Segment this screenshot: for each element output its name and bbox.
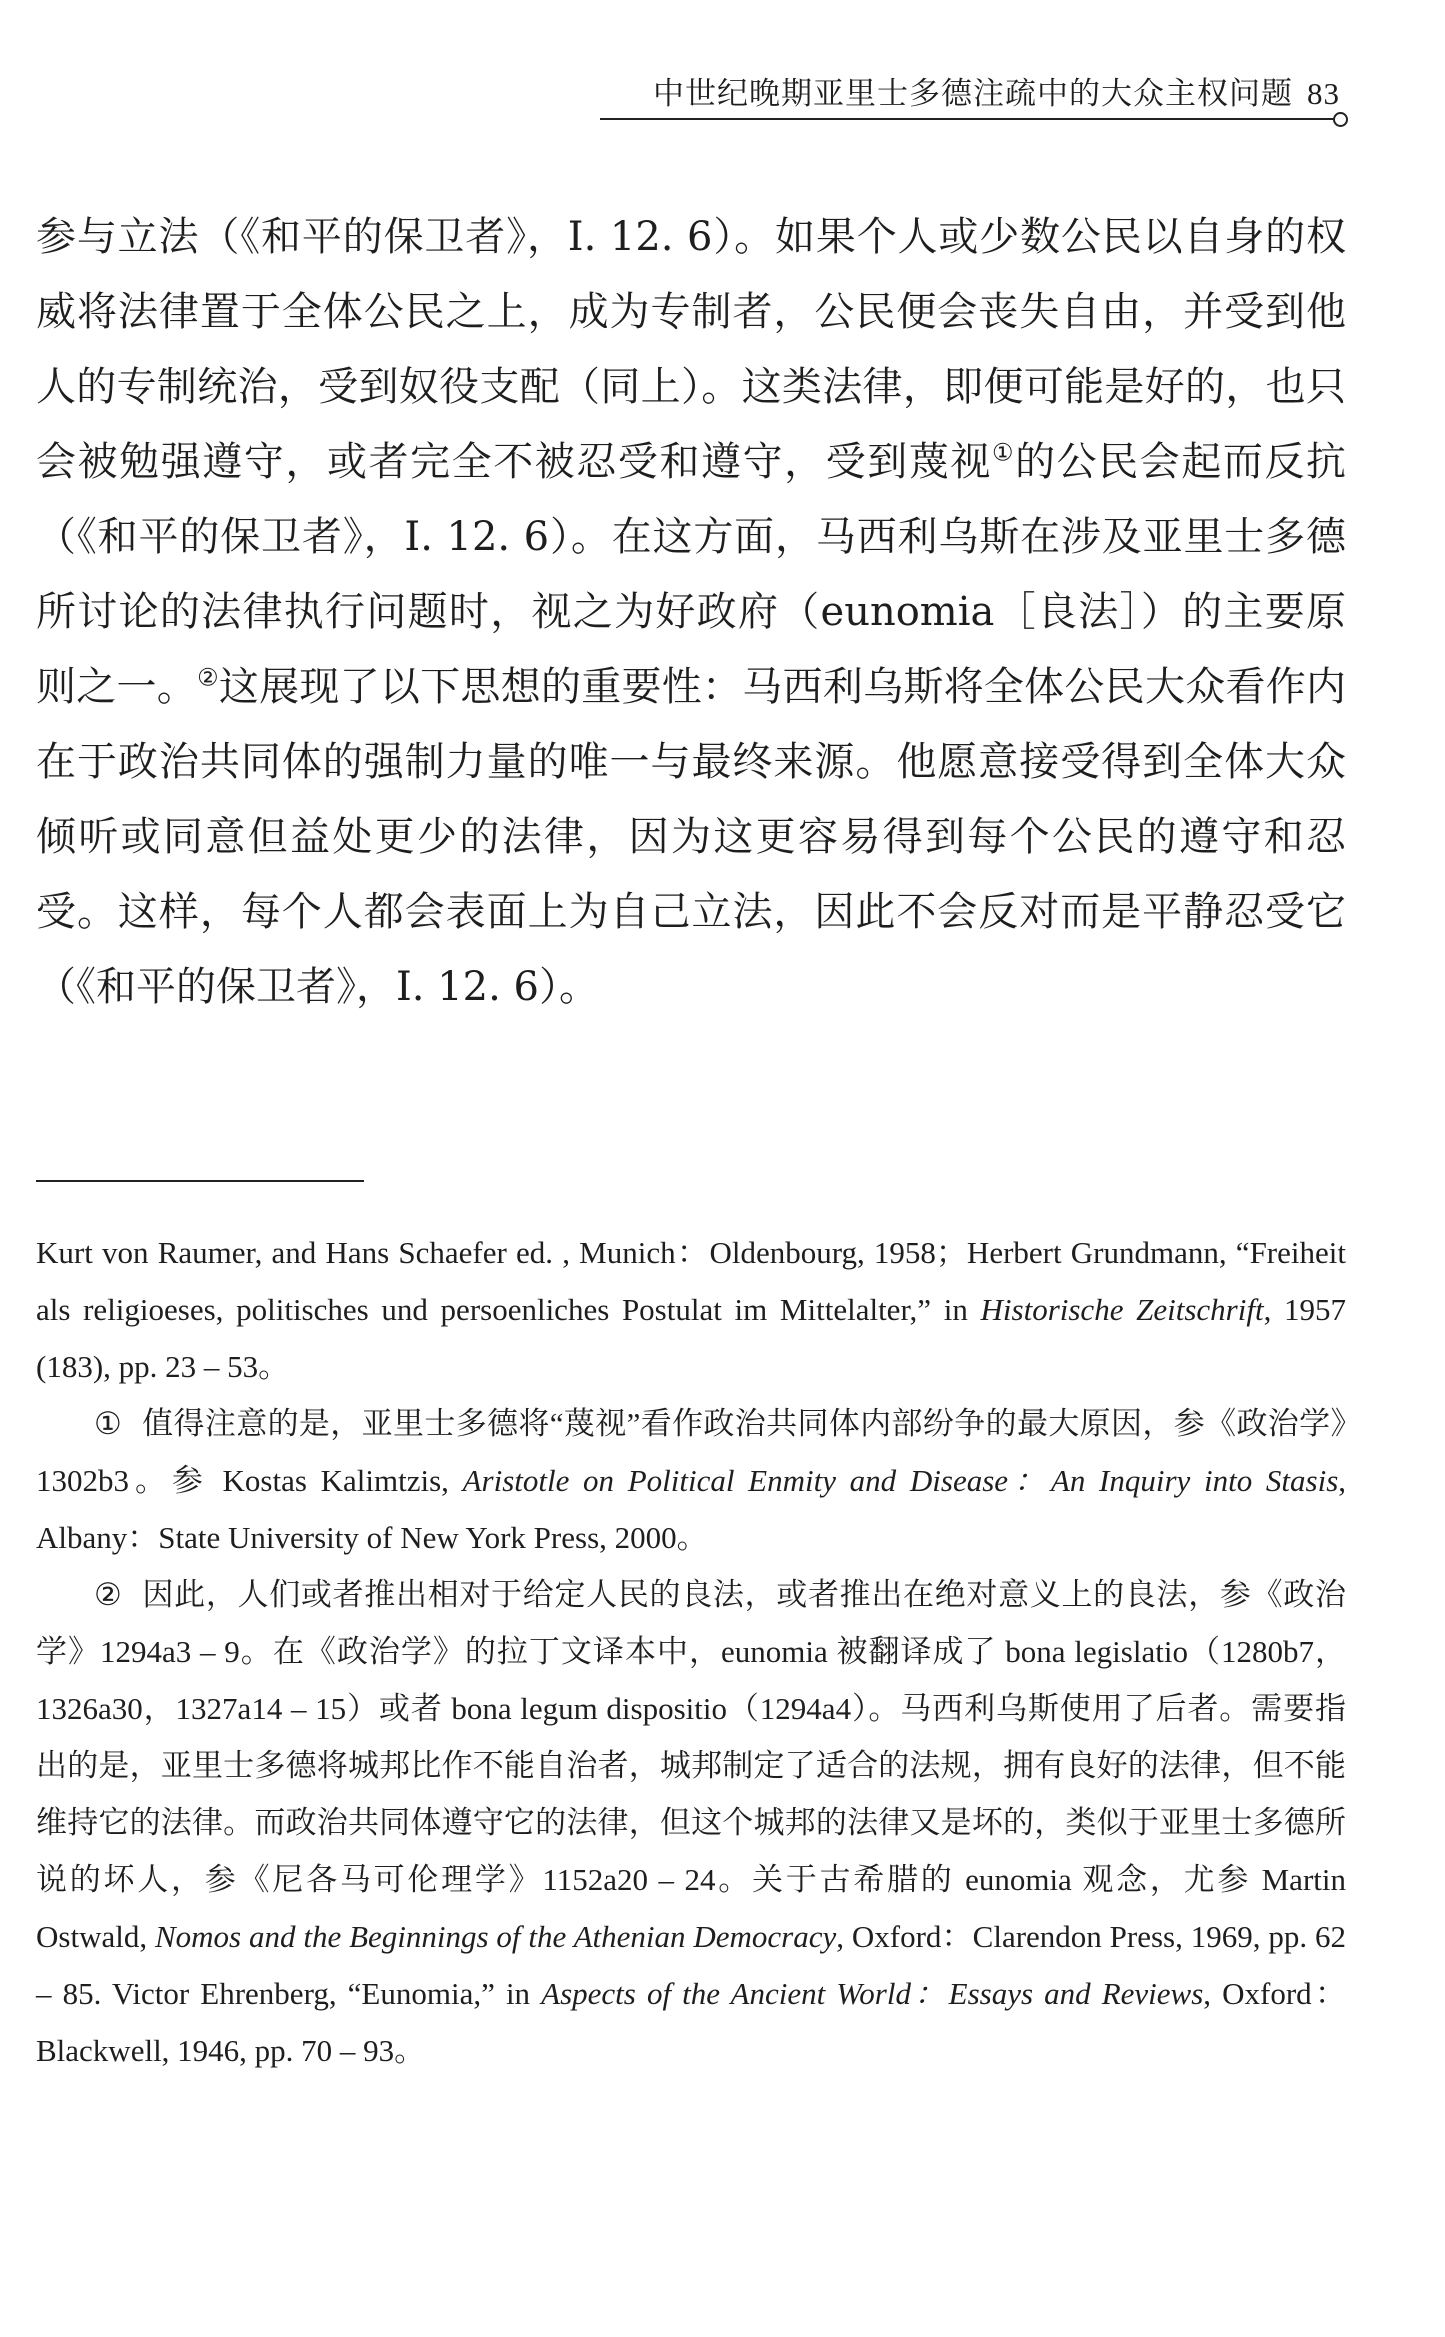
footnote-continuation [36, 1224, 1346, 1395]
footnote-separator [36, 1180, 364, 1182]
footnotes [36, 1224, 1346, 2079]
footnote-text: , Oxford：Clarendon Press, 1969, pp. 62 – 85. Victor Ehrenberg, “Eunomia,” in [36, 1919, 1346, 2011]
footnote-reference-1: ① [991, 438, 1016, 467]
footnote-1 [36, 1395, 1346, 1566]
footnote-text: Kurt von Raumer, and Hans Schaefer ed. , Munich：Oldenbourg, 1958；Herbert Grundmann, “Freiheit als religioeses, politisches und persoenliches Postulat im Mittelalter,” in [36, 1235, 1346, 1327]
journal-title: Historische Zeitschrift [980, 1292, 1264, 1327]
main-text [36, 200, 1346, 1025]
page-number: 83 [1307, 76, 1340, 111]
book-title: Aristotle on Political Enmity and Disease：An Inquiry into Stasis [462, 1463, 1339, 1498]
footnote-text: , Albany：State University of New York Press, 2000。 [36, 1463, 1347, 1555]
book-title: Nomos and the Beginnings of the Athenian Democracy [154, 1919, 837, 1954]
body-text-segment: 这展现了以下思想的重要性：马西利乌斯将全体公民大众看作内在于政治共同体的强制力量的唯一与最终来源。他愿意接受得到全体大众倾听或同意但益处更少的法律，因为这更容易得到每个公民的遵守和忍受。这样，每个人都会表面上为自己立法，因此不会反对而是平静忍受它（《和平的保卫者》，I. 12. 6）。 [36, 664, 1347, 1010]
footnote-text: , 1957 (183), pp. 23 – 53。 [36, 1292, 1347, 1384]
footnote-text: 因此，人们或者推出相对于给定人民的良法，或者推出在绝对意义上的良法，参《政治学》1294a3 – 9。在《政治学》的拉丁文译本中，eunomia 被翻译成了 bona legislatio（1280b7，1326a30，1327a14 – 15）或者 bona legum dispositio（1294a4）。马西利乌斯使用了后者。需要指出的是，亚里士多德将城邦比作不能自治者，城邦制定了适合的法规，拥有良好的法律，但不能维持它的法律。而政治共同体遵守它的法律，但这个城邦的法律又是坏的，类似于亚里士多德所说的坏人，参《尼各马可伦理学》1152a20 – 24。关于古希腊的 eunomia 观念，尤参 Martin Ostwald, [36, 1577, 1346, 1954]
footnote-2 [36, 1566, 1346, 2079]
footnote-reference-2: ② [197, 663, 219, 692]
body-text-segment: 的公民会起而反抗（《和平的保卫者》，I. 12. 6）。在这方面，马西利乌斯在涉及亚里士多德所讨论的法律执行问题时，视之为好政府（eunomia［良法］）的主要原则之一。 [36, 439, 1347, 710]
body-paragraph [36, 200, 1346, 1025]
footnote-text: 值得注意的是，亚里士多德将“蔑视”看作政治共同体内部纷争的最大原因，参《政治学》1302b3。参 Kostas Kalimtzis, [36, 1406, 1347, 1498]
footnote-1-marker: ① [94, 1406, 123, 1441]
running-head [600, 70, 1340, 118]
footnote-text: , Oxford：Blackwell, 1946, pp. 70 – 93。 [36, 1976, 1346, 2068]
footnote-2-marker: ② [94, 1577, 123, 1612]
book-title: Aspects of the Ancient World：Essays and Reviews [541, 1976, 1204, 2011]
header-rule [600, 118, 1340, 120]
body-text-segment: 参与立法（《和平的保卫者》，I. 12. 6）。如果个人或少数公民以自身的权威将法律置于全体公民之上，成为专制者，公民便会丧失自由，并受到他人的专制统治，受到奴役支配（同上）。这类法律，即便可能是好的，也只会被勉强遵守，或者完全不被忍受和遵守，受到蔑视 [36, 214, 1346, 485]
header-rule-ornament [1333, 112, 1348, 127]
running-title: 中世纪晚期亚里士多德注疏中的大众主权问题 [653, 76, 1293, 112]
